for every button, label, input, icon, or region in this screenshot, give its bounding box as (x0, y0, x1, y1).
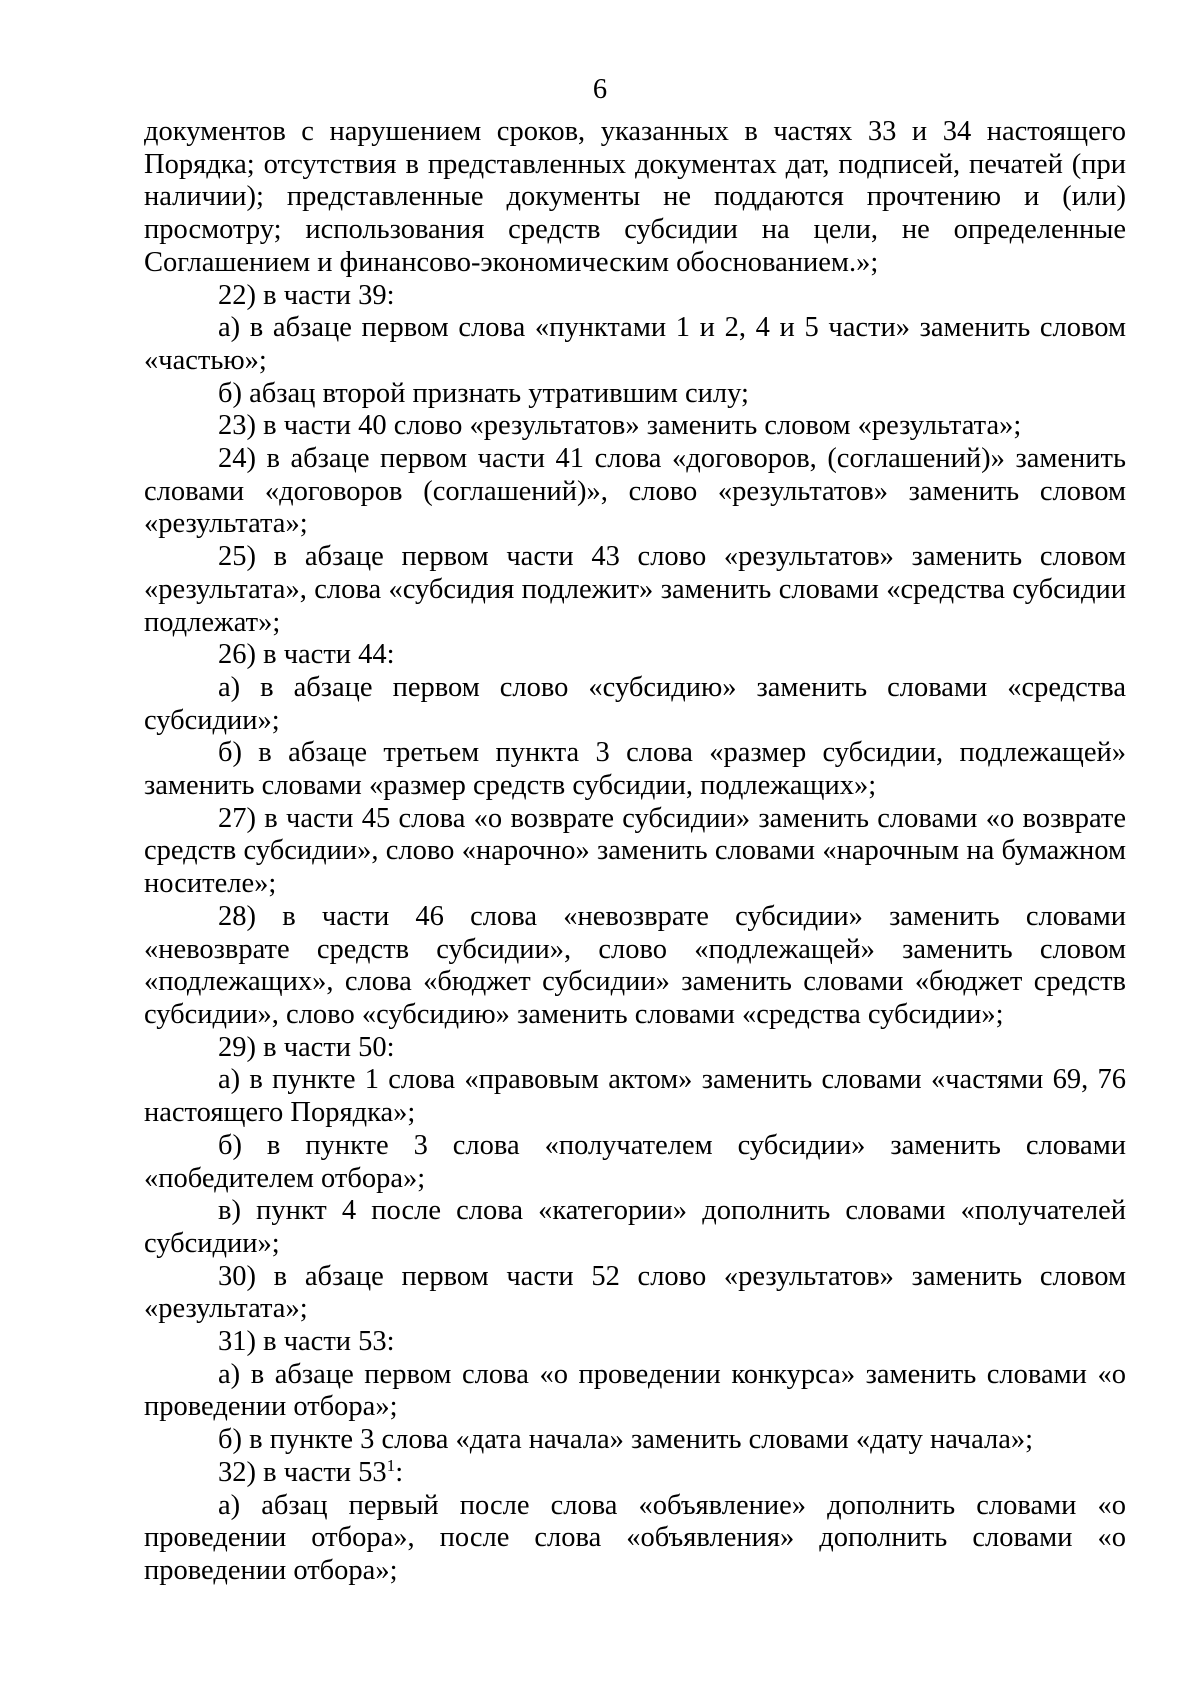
paragraph: а) в абзаце первом слова «пунктами 1 и 2, 4 и 5 части» заменить словом «частью»; (144, 312, 1126, 376)
document-body (144, 116, 1126, 1588)
paragraph: 29) в части 50: (218, 1031, 395, 1063)
paragraph: 23) в части 40 слово «результатов» заменить словом «результата»; (218, 410, 1022, 442)
paragraph: а) абзац первый после слова «объявление» дополнить словами «о проведении отбора», после слова «объявления» дополнить словами «о проведении отбора»; (144, 1489, 1126, 1586)
paragraph: б) абзац второй признать утратившим силу; (218, 377, 749, 409)
paragraph: 31) в части 53: (218, 1326, 395, 1358)
paragraph: 30) в абзаце первом части 52 слово «результатов» заменить словом «результата»; (144, 1260, 1126, 1325)
paragraph: а) в абзаце первом слова «о проведении конкурса» заменить словами «о проведении отбора»; (144, 1358, 1126, 1423)
page-number: 6 (592, 74, 608, 105)
paragraph: б) в пункте 3 слова «дата начала» заменить словами «дату начала»; (218, 1424, 1034, 1456)
paragraph: в) пункт 4 после слова «категории» дополнить словами «получателей субсидии»; (144, 1195, 1126, 1259)
paragraph: б) в пункте 3 слова «получателем субсидии» заменить словами «победителем отбора»; (144, 1129, 1126, 1194)
paragraph-text: 32) в части 53 (218, 1456, 387, 1488)
paragraph: а) в абзаце первом слово «субсидию» заменить словами «средства субсидии»; (144, 671, 1126, 736)
paragraph: 26) в части 44: (218, 639, 395, 671)
paragraph: б) в абзаце третьем пункта 3 слова «размер субсидии, подлежащей» заменить словами «размер средств субсидии, подлежащих»; (144, 737, 1126, 802)
paragraph: 24) в абзаце первом части 41 слова «договоров, (соглашений)» заменить словами «договоров (соглашений)», слово «результатов» заменить словом «результата»; (144, 443, 1126, 540)
paragraph: 27) в части 45 слова «о возврате субсидии» заменить словами «о возврате средств субсидии», слово «нарочно» заменить словами «нарочным на бумажном носителе»; (144, 802, 1126, 900)
paragraph: 28) в части 46 слова «невозврате субсидии» заменить словами «невозврате средств субсидии», слово «подлежащей» заменить словом «подлежащих», слова «бюджет субсидии» заменить словами «бюджет средств субсидии», слово «субсидию» заменить словами «средства субсидии»; (144, 900, 1126, 1030)
paragraph: документов с нарушением сроков, указанных в частях 33 и 34 настоящего Порядка; отсутствия в представленных документах дат, подписей, печатей (при наличии); представленные документы не поддаются прочтению и (или) просмотру; использования средств субсидии на цели, не определенные Соглашением и финансово-экономическим обоснованием.»; (144, 116, 1126, 278)
paragraph: 22) в части 39: (218, 279, 395, 311)
superscript-index: 1 (386, 1456, 396, 1476)
paragraph: а) в пункте 1 слова «правовым актом» заменить словами «частями 69, 76 настоящего Порядка»; (144, 1064, 1126, 1129)
paragraph-suffix: : (395, 1456, 404, 1488)
paragraph (144, 1457, 1126, 1490)
paragraph: 25) в абзаце первом части 43 слово «результатов» заменить словом «результата», слова «субсидия подлежит» заменить словами «средства субсидии подлежат»; (144, 541, 1126, 638)
